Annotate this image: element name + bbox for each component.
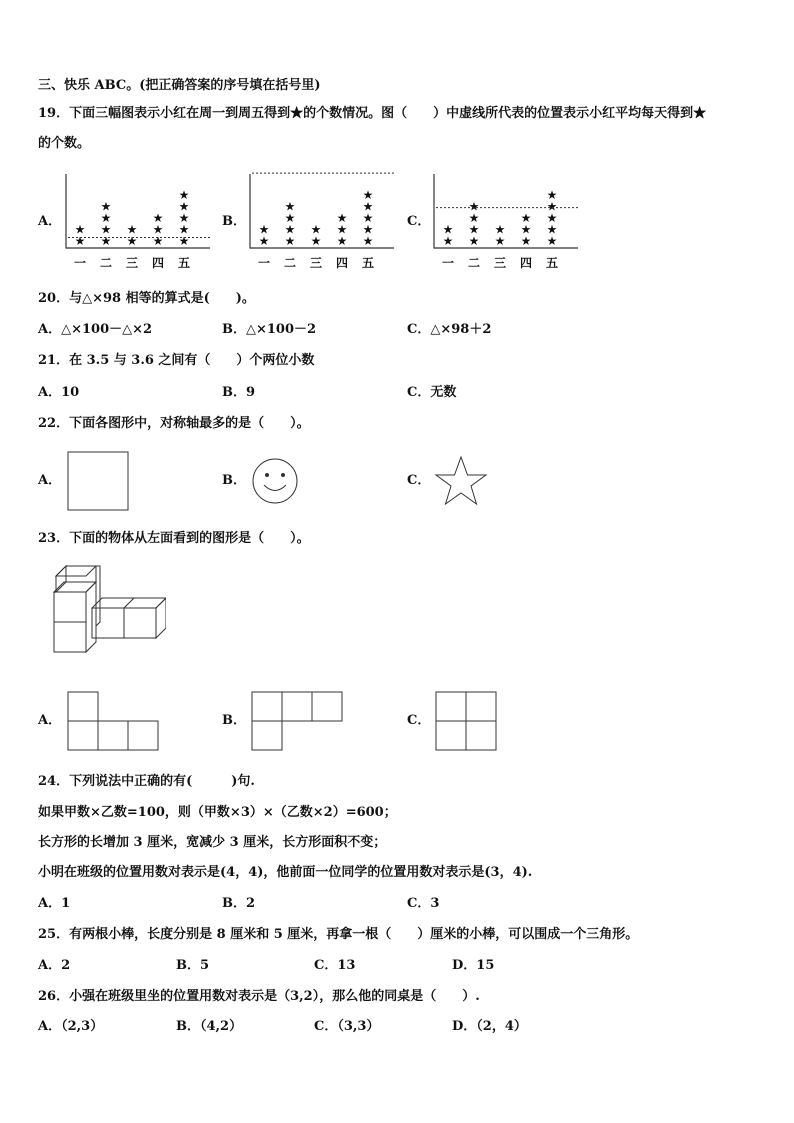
q22-option-b-label[interactable]: B． bbox=[222, 473, 246, 488]
day-label-5: 五 bbox=[361, 256, 375, 270]
q26-option-a[interactable]: A．（2,3） bbox=[38, 1019, 104, 1034]
star-mark: ★ bbox=[468, 234, 480, 248]
star-mark: ★ bbox=[468, 222, 480, 237]
q24-option-b[interactable]: B．2 bbox=[222, 896, 256, 911]
q23-option-a-figure bbox=[66, 690, 160, 752]
day-label-2: 二 bbox=[99, 256, 113, 270]
star-mark: ★ bbox=[152, 211, 164, 225]
q23-option-c-label[interactable]: C． bbox=[407, 713, 431, 728]
star-mark: ★ bbox=[494, 234, 506, 248]
star-mark: ★ bbox=[74, 222, 86, 237]
star-mark: ★ bbox=[362, 199, 374, 214]
star-mark: ★ bbox=[74, 234, 86, 248]
q25-option-d[interactable]: D．15 bbox=[452, 958, 495, 973]
square-icon bbox=[66, 450, 130, 512]
q23-text: 23．下面的物体从左面看到的图形是（ ）。 bbox=[38, 531, 310, 546]
q23-cube-object-figure bbox=[48, 562, 166, 658]
q22-option-a-label[interactable]: A． bbox=[38, 473, 62, 488]
star-mark: ★ bbox=[546, 199, 558, 214]
q19-chart-b bbox=[244, 168, 404, 276]
q24-statement-2: 长方形的长增加 3 厘米，宽减少 3 厘米，长方形面积不变； bbox=[38, 835, 387, 850]
star-mark: ★ bbox=[152, 222, 164, 237]
q20-option-c[interactable]: C．△×98＋2 bbox=[407, 322, 492, 337]
star-mark: ★ bbox=[336, 211, 348, 225]
q21-text: 21．在 3.5 与 3.6 之间有（ ）个两位小数 bbox=[38, 353, 315, 368]
q19-chart-c bbox=[428, 168, 588, 276]
q21-option-a[interactable]: A．10 bbox=[38, 385, 80, 400]
q24-text: 24．下列说法中正确的有( )句. bbox=[38, 774, 255, 789]
star-mark: ★ bbox=[100, 211, 112, 225]
star-mark: ★ bbox=[126, 234, 138, 248]
q19-option-c-label[interactable]: C． bbox=[407, 214, 431, 229]
star-mark: ★ bbox=[126, 222, 138, 237]
star-mark: ★ bbox=[362, 222, 374, 237]
star-mark: ★ bbox=[178, 199, 190, 214]
day-label-4: 四 bbox=[519, 256, 533, 270]
star-mark: ★ bbox=[310, 222, 322, 237]
star-mark: ★ bbox=[546, 234, 558, 248]
star-mark: ★ bbox=[362, 188, 374, 202]
day-label-1: 一 bbox=[73, 256, 87, 270]
q23-option-a-label[interactable]: A． bbox=[38, 713, 62, 728]
q25-option-a[interactable]: A．2 bbox=[38, 958, 71, 973]
q21-option-b[interactable]: B．9 bbox=[222, 385, 256, 400]
star-mark: ★ bbox=[100, 199, 112, 214]
star-mark: ★ bbox=[520, 234, 532, 248]
day-label-4: 四 bbox=[335, 256, 349, 270]
star-mark: ★ bbox=[494, 222, 506, 237]
day-label-2: 二 bbox=[283, 256, 297, 270]
star-mark: ★ bbox=[284, 234, 296, 248]
star-mark: ★ bbox=[468, 199, 480, 214]
q24-statement-1: 如果甲数×乙数=100，则（甲数×3）×（乙数×2）=600； bbox=[38, 805, 397, 820]
star-mark: ★ bbox=[152, 234, 164, 248]
q24-option-a[interactable]: A．1 bbox=[38, 896, 71, 911]
q19-option-b-label[interactable]: B． bbox=[222, 214, 246, 229]
star-mark: ★ bbox=[546, 222, 558, 237]
q26-option-b[interactable]: B．（4,2） bbox=[176, 1019, 243, 1034]
q20-option-b[interactable]: B．△×100－2 bbox=[222, 322, 317, 337]
star-icon bbox=[434, 455, 488, 507]
star-mark: ★ bbox=[520, 222, 532, 237]
star-mark: ★ bbox=[178, 211, 190, 225]
star-mark: ★ bbox=[100, 222, 112, 237]
smiley-face-icon bbox=[250, 456, 300, 506]
q19-chart-a bbox=[60, 168, 220, 276]
q26-option-c[interactable]: C．（3,3） bbox=[314, 1019, 380, 1034]
star-mark: ★ bbox=[284, 211, 296, 225]
day-label-5: 五 bbox=[177, 256, 191, 270]
q20-option-a[interactable]: A．△×100－△×2 bbox=[38, 322, 153, 337]
star-mark: ★ bbox=[336, 222, 348, 237]
q22-text: 22．下面各图形中，对称轴最多的是（ ）。 bbox=[38, 416, 310, 431]
star-mark: ★ bbox=[258, 222, 270, 237]
day-label-3: 三 bbox=[309, 256, 323, 270]
star-mark: ★ bbox=[336, 234, 348, 248]
star-mark: ★ bbox=[442, 234, 454, 248]
day-label-4: 四 bbox=[151, 256, 165, 270]
q19-option-a-label[interactable]: A． bbox=[38, 214, 62, 229]
q21-option-c[interactable]: C．无数 bbox=[407, 385, 457, 400]
star-mark: ★ bbox=[178, 222, 190, 237]
day-label-3: 三 bbox=[493, 256, 507, 270]
star-mark: ★ bbox=[362, 211, 374, 225]
star-mark: ★ bbox=[258, 234, 270, 248]
star-mark: ★ bbox=[178, 188, 190, 202]
q23-option-c-figure bbox=[434, 690, 498, 752]
star-mark: ★ bbox=[442, 222, 454, 237]
day-label-5: 五 bbox=[545, 256, 559, 270]
star-mark: ★ bbox=[178, 234, 190, 248]
q23-option-b-label[interactable]: B． bbox=[222, 713, 246, 728]
star-mark: ★ bbox=[362, 234, 374, 248]
q22-option-c-label[interactable]: C． bbox=[407, 473, 431, 488]
q26-text: 26．小强在班级里坐的位置用数对表示是（3,2），那么他的同桌是（ ）. bbox=[38, 989, 480, 1004]
q20-text: 20．与△×98 相等的算式是( )。 bbox=[38, 291, 255, 306]
star-mark: ★ bbox=[546, 211, 558, 225]
star-mark: ★ bbox=[468, 211, 480, 225]
section-title: 三、快乐 ABC。(把正确答案的序号填在括号里) bbox=[38, 78, 321, 93]
day-label-1: 一 bbox=[441, 256, 455, 270]
q25-option-c[interactable]: C．13 bbox=[314, 958, 356, 973]
star-mark: ★ bbox=[284, 222, 296, 237]
q24-option-c[interactable]: C．3 bbox=[407, 896, 440, 911]
day-label-1: 一 bbox=[257, 256, 271, 270]
q19-text-line1: 19．下面三幅图表示小红在周一到周五得到★的个数情况。图（ ）中虚线所代表的位置表示小红平均每天得到★ bbox=[38, 106, 707, 121]
q24-statement-3: 小明在班级的位置用数对表示是(4，4)，他前面一位同学的位置用数对表示是(3，4). bbox=[38, 865, 533, 880]
star-mark: ★ bbox=[100, 234, 112, 248]
day-label-2: 二 bbox=[467, 256, 481, 270]
star-mark: ★ bbox=[546, 188, 558, 202]
star-mark: ★ bbox=[310, 234, 322, 248]
q19-text-line2: 的个数。 bbox=[38, 136, 91, 151]
q26-option-d[interactable]: D．（2，4） bbox=[452, 1019, 527, 1034]
day-label-3: 三 bbox=[125, 256, 139, 270]
star-mark: ★ bbox=[284, 199, 296, 214]
q25-text: 25．有两根小棒，长度分别是 8 厘米和 5 厘米，再拿一根（ ）厘米的小棒，可以围成一个三角形。 bbox=[38, 927, 639, 942]
q23-option-b-figure bbox=[250, 690, 344, 752]
q25-option-b[interactable]: B．5 bbox=[176, 958, 210, 973]
star-mark: ★ bbox=[520, 211, 532, 225]
